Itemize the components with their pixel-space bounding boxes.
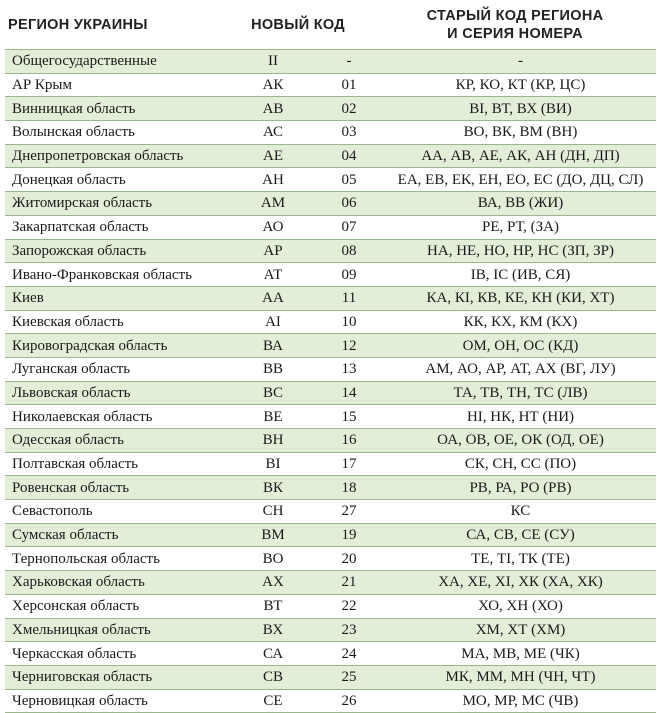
new-code-cell: ВМ xyxy=(233,523,313,547)
old-code-cell: 12 xyxy=(313,334,385,358)
table-row xyxy=(5,263,656,287)
table-row xyxy=(5,97,656,121)
old-code-cell: 22 xyxy=(313,594,385,618)
table-row xyxy=(5,500,656,524)
new-code-cell: ВС xyxy=(233,381,313,405)
table-row xyxy=(5,642,656,666)
region-cell: Ивано-Франковская область xyxy=(5,263,233,287)
new-code-cell: II xyxy=(233,50,313,74)
old-code-cell: 02 xyxy=(313,97,385,121)
old-code-cell: 21 xyxy=(313,571,385,595)
series-cell: МА, МВ, МЕ (ЧК) xyxy=(385,642,656,666)
header-old-code-line1: СТАРЫЙ КОД РЕГИОНА xyxy=(426,8,604,24)
region-cell: Севастополь xyxy=(5,500,233,524)
region-cell: Луганская область xyxy=(5,357,233,381)
region-cell: Киев xyxy=(5,286,233,310)
old-code-cell: 16 xyxy=(313,429,385,453)
table-row xyxy=(5,144,656,168)
new-code-cell: ВХ xyxy=(233,618,313,642)
new-code-cell: АР xyxy=(233,239,313,263)
old-code-cell: 14 xyxy=(313,381,385,405)
table-row xyxy=(5,665,656,689)
region-cell: Кировоградская область xyxy=(5,334,233,358)
old-code-cell: 24 xyxy=(313,642,385,666)
new-code-cell: СА xyxy=(233,642,313,666)
old-code-cell: 03 xyxy=(313,121,385,145)
region-cell: Винницкая область xyxy=(5,97,233,121)
new-code-cell: АХ xyxy=(233,571,313,595)
old-code-cell: 17 xyxy=(313,452,385,476)
new-code-cell: ВВ xyxy=(233,357,313,381)
header-new-code: НОВЫЙ КОД xyxy=(251,17,345,33)
old-code-cell: 07 xyxy=(313,215,385,239)
old-code-cell: 05 xyxy=(313,168,385,192)
series-cell: НА, НЕ, НО, НР, НС (ЗП, ЗР) xyxy=(385,239,656,263)
table-row xyxy=(5,168,656,192)
table-row xyxy=(5,239,656,263)
series-cell: ХА, ХЕ, ХІ, ХК (ХА, ХК) xyxy=(385,571,656,595)
series-cell: ВО, ВК, ВМ (ВН) xyxy=(385,121,656,145)
new-code-cell: ВК xyxy=(233,476,313,500)
table-row xyxy=(5,73,656,97)
old-code-cell: 19 xyxy=(313,523,385,547)
region-cell: Волынская область xyxy=(5,121,233,145)
region-cell: Харьковская область xyxy=(5,571,233,595)
series-cell: АМ, АО, АР, АТ, АХ (ВГ, ЛУ) xyxy=(385,357,656,381)
series-cell: ЕА, ЕВ, ЕК, ЕН, ЕО, ЕС (ДО, ДЦ, СЛ) xyxy=(385,168,656,192)
table-row xyxy=(5,594,656,618)
table-row xyxy=(5,689,656,713)
region-cell: Черниговская область xyxy=(5,665,233,689)
old-code-cell: 15 xyxy=(313,405,385,429)
series-cell: ХМ, ХТ (ХМ) xyxy=(385,618,656,642)
series-cell: ХО, ХН (ХО) xyxy=(385,594,656,618)
old-code-cell: 13 xyxy=(313,357,385,381)
series-cell: РВ, РА, РО (РВ) xyxy=(385,476,656,500)
region-cell: Полтавская область xyxy=(5,452,233,476)
old-code-cell: 11 xyxy=(313,286,385,310)
table-row xyxy=(5,192,656,216)
old-code-cell: 26 xyxy=(313,689,385,713)
region-cell: Львовская область xyxy=(5,381,233,405)
new-code-cell: АН xyxy=(233,168,313,192)
new-code-cell: ВО xyxy=(233,547,313,571)
region-cell: Общегосударственные xyxy=(5,50,233,74)
old-code-cell: 25 xyxy=(313,665,385,689)
table-row xyxy=(5,121,656,145)
series-cell: НІ, НК, НТ (НИ) xyxy=(385,405,656,429)
series-cell: СА, СВ, СЕ (СУ) xyxy=(385,523,656,547)
table-header xyxy=(0,0,660,48)
new-code-cell: ВА xyxy=(233,334,313,358)
series-cell: КА, КІ, КВ, КЕ, КН (КИ, ХТ) xyxy=(385,286,656,310)
new-code-cell: АТ xyxy=(233,263,313,287)
region-cell: Ровенская область xyxy=(5,476,233,500)
series-cell: КС xyxy=(385,500,656,524)
new-code-cell: СЕ xyxy=(233,689,313,713)
table-row xyxy=(5,381,656,405)
series-cell: КК, КХ, КМ (КХ) xyxy=(385,310,656,334)
new-code-cell: АА xyxy=(233,286,313,310)
series-cell: - xyxy=(385,50,656,74)
new-code-cell: АІ xyxy=(233,310,313,334)
old-code-cell: 23 xyxy=(313,618,385,642)
table-row xyxy=(5,547,656,571)
old-code-cell: 20 xyxy=(313,547,385,571)
series-cell: МО, МР, МС (ЧВ) xyxy=(385,689,656,713)
region-cell: АР Крым xyxy=(5,73,233,97)
region-cell: Херсонская область xyxy=(5,594,233,618)
series-cell: ВІ, ВТ, ВХ (ВИ) xyxy=(385,97,656,121)
region-cell: Одесская область xyxy=(5,429,233,453)
region-cell: Днепропетровская область xyxy=(5,144,233,168)
region-cell: Запорожская область xyxy=(5,239,233,263)
region-cell: Черкасская область xyxy=(5,642,233,666)
region-cell: Житомирская область xyxy=(5,192,233,216)
table-row xyxy=(5,310,656,334)
series-cell: АА, АВ, АЕ, АК, АН (ДН, ДП) xyxy=(385,144,656,168)
table-body xyxy=(5,50,656,713)
table-row xyxy=(5,286,656,310)
table-row xyxy=(5,429,656,453)
series-cell: ІВ, ІС (ИВ, СЯ) xyxy=(385,263,656,287)
header-old-code-series xyxy=(370,7,660,43)
table-row xyxy=(5,50,656,74)
new-code-cell: АМ xyxy=(233,192,313,216)
old-code-cell: 10 xyxy=(313,310,385,334)
region-cell: Киевская область xyxy=(5,310,233,334)
header-region: РЕГИОН УКРАИНЫ xyxy=(8,17,148,33)
series-cell: СК, СН, СС (ПО) xyxy=(385,452,656,476)
table-row xyxy=(5,571,656,595)
series-cell: ОМ, ОН, ОС (КД) xyxy=(385,334,656,358)
series-cell: МК, ММ, МН (ЧН, ЧТ) xyxy=(385,665,656,689)
region-codes-table xyxy=(5,49,656,713)
table-row xyxy=(5,405,656,429)
old-code-cell: 27 xyxy=(313,500,385,524)
series-cell: КР, КО, КТ (КР, ЦС) xyxy=(385,73,656,97)
new-code-cell: АВ xyxy=(233,97,313,121)
table-row xyxy=(5,334,656,358)
region-cell: Закарпатская область xyxy=(5,215,233,239)
old-code-cell: 18 xyxy=(313,476,385,500)
new-code-cell: ВН xyxy=(233,429,313,453)
table-row xyxy=(5,618,656,642)
old-code-cell: 01 xyxy=(313,73,385,97)
region-cell: Черновицкая область xyxy=(5,689,233,713)
old-code-cell: 09 xyxy=(313,263,385,287)
table-row xyxy=(5,452,656,476)
new-code-cell: ВІ xyxy=(233,452,313,476)
region-cell: Тернопольская область xyxy=(5,547,233,571)
new-code-cell: СН xyxy=(233,500,313,524)
old-code-cell: - xyxy=(313,50,385,74)
new-code-cell: АС xyxy=(233,121,313,145)
old-code-cell: 04 xyxy=(313,144,385,168)
new-code-cell: АЕ xyxy=(233,144,313,168)
new-code-cell: ВТ xyxy=(233,594,313,618)
header-old-code-line2: И СЕРИЯ НОМЕРА xyxy=(447,26,583,42)
region-cell: Николаевская область xyxy=(5,405,233,429)
old-code-cell: 06 xyxy=(313,192,385,216)
old-code-cell: 08 xyxy=(313,239,385,263)
table-row xyxy=(5,357,656,381)
region-cell: Сумская область xyxy=(5,523,233,547)
series-cell: ТА, ТВ, ТН, ТС (ЛВ) xyxy=(385,381,656,405)
series-cell: ВА, ВВ (ЖИ) xyxy=(385,192,656,216)
new-code-cell: СВ xyxy=(233,665,313,689)
table-row xyxy=(5,523,656,547)
table-row xyxy=(5,215,656,239)
region-cell: Хмельницкая область xyxy=(5,618,233,642)
series-cell: РЕ, РТ, (ЗА) xyxy=(385,215,656,239)
new-code-cell: АО xyxy=(233,215,313,239)
series-cell: ТЕ, ТІ, ТК (ТЕ) xyxy=(385,547,656,571)
new-code-cell: АК xyxy=(233,73,313,97)
new-code-cell: ВЕ xyxy=(233,405,313,429)
table-row xyxy=(5,476,656,500)
region-cell: Донецкая область xyxy=(5,168,233,192)
series-cell: ОА, ОВ, ОЕ, ОК (ОД, ОЕ) xyxy=(385,429,656,453)
